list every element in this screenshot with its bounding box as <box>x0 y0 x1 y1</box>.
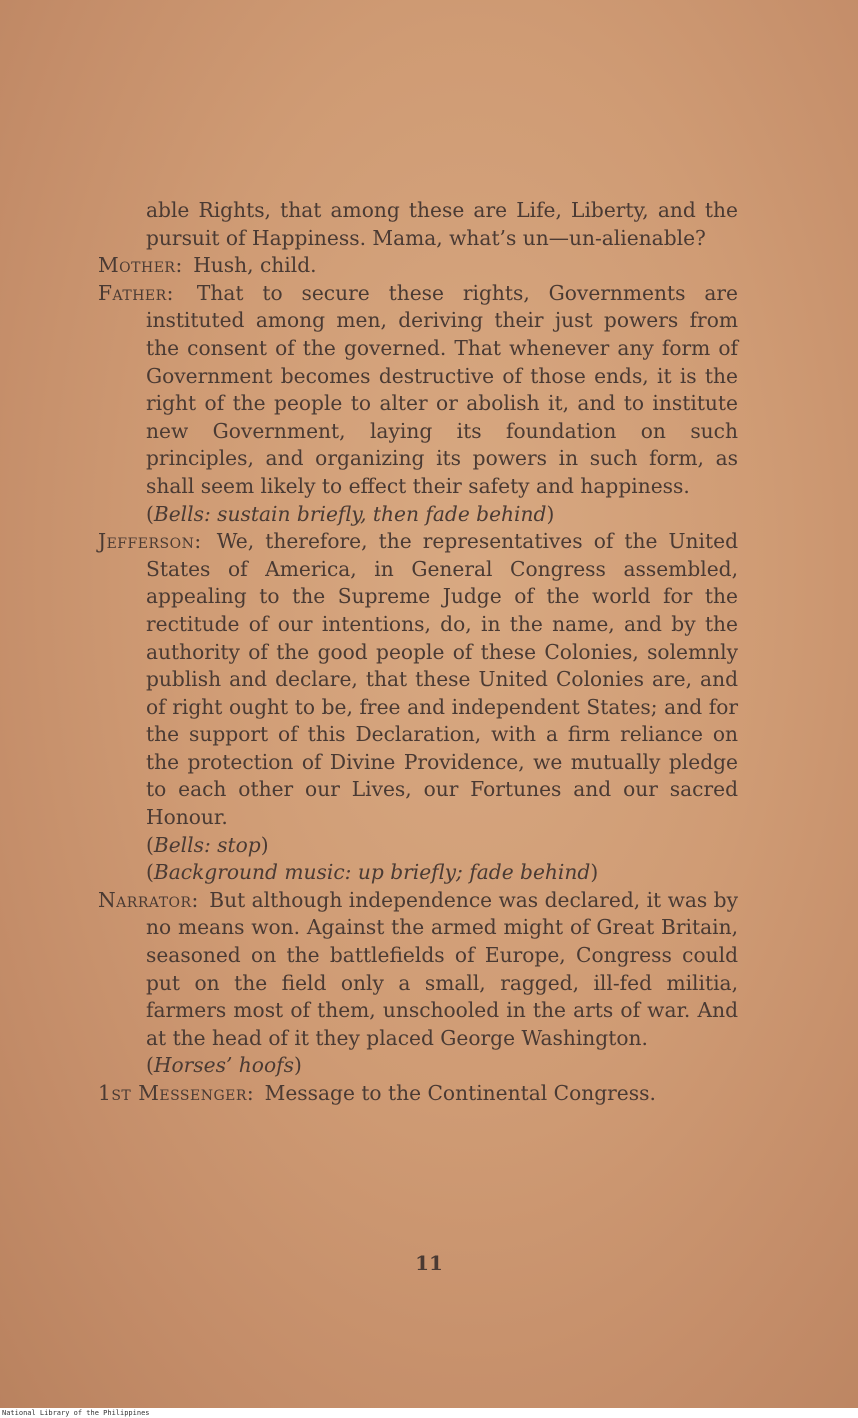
speaker-name: 1st Messenger: <box>98 1081 255 1105</box>
paragraph-continuation <box>98 197 738 252</box>
stage-direction: (Bells: stop) <box>146 832 269 857</box>
speech-text: We, therefore, the representatives of the United States of America, in General Congress assembled, appealing to the Supreme Judge of the world for the rectitude of our intentions, do, in the name, and by the authority of the good people of these Colonies, solemnly publish and declare, that these United Colonies are, and of right ought to be, free and independent States; and for the support of this Declaration, with a firm reliance on the protection of Divine Providence, we mutually pledge to each other our Lives, our Fortunes and our sacred Honour. <box>146 529 738 830</box>
speech-jefferson <box>98 528 738 832</box>
stage-direction: (Horses’ hoofs) <box>146 1053 302 1078</box>
direction-label: Horses’ hoofs <box>153 1053 294 1078</box>
direction-text: sustain briefly, then fade behind <box>217 501 547 526</box>
direction-label: Bells <box>153 832 204 857</box>
script-text <box>98 197 738 1108</box>
direction-label: Bells <box>153 501 204 526</box>
speech-father <box>98 280 738 501</box>
paragraph-text: able Rights, that among these are Life, Liberty, and the pursuit of Happiness. Mama, what’s un—un-alienable? <box>146 198 738 250</box>
speech-text: Hush, child. <box>193 253 317 278</box>
direction-text: up briefly; fade behind <box>357 860 591 885</box>
speaker-name: Narrator: <box>98 887 199 912</box>
speaker-name: Father: <box>98 280 174 305</box>
stage-direction: (Background music: up briefly; fade behind) <box>146 860 599 885</box>
speaker-name: Jefferson: <box>98 529 202 554</box>
speaker-name: Mother: <box>98 253 183 278</box>
stage-direction: (Bells: sustain briefly, then fade behind) <box>146 501 555 526</box>
page-number: 11 <box>415 1251 443 1275</box>
speech-mother <box>98 252 738 280</box>
direction-text: stop <box>217 832 261 857</box>
speech-1st-messenger <box>98 1080 738 1108</box>
speech-text: But although independence was declared, it was by no means won. Against the armed might of Great Britain, seasoned on the battlefields of Europe, Congress could put on the field only a small, ragged, ill-fed militia, farmers most of them, unschooled in the arts of war. And at the head of it they placed George Washington. <box>146 887 739 1050</box>
speech-text: That to secure these rights, Governments are instituted among men, deriving their just powers from the consent of the governed. That whenever any form of Government becomes destructive of those ends, it is the right of the people to alter or abolish it, and to institute new Government, laying its foundation on such principles, and organizing its powers in such form, as shall seem likely to effect their safety and happiness. <box>146 280 738 498</box>
footer-credit: National Library of the Philippines <box>0 1408 858 1418</box>
speech-narrator <box>98 887 738 1053</box>
direction-label: Background music <box>153 860 345 885</box>
speech-text: Message to the Continental Congress. <box>264 1081 656 1105</box>
